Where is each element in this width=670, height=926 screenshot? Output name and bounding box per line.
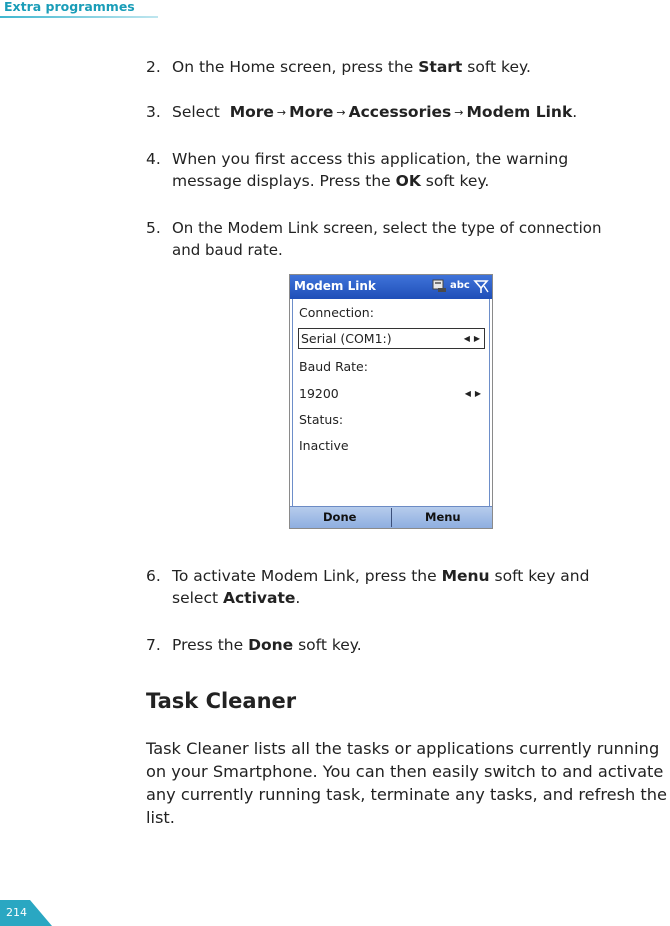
section-heading: Task Cleaner	[146, 689, 297, 713]
arrow-icon: →	[276, 106, 287, 119]
step-text: When you first access this application, the warning message displays. Press the OK soft key.	[172, 150, 569, 190]
arrow-icon: →	[454, 106, 464, 119]
done-soft-key[interactable]: Done	[323, 510, 357, 524]
step-text: On the Modem Link screen, select the type of connection and baud rate.	[172, 219, 602, 259]
step-text: On the Home screen, press the Start soft key.	[172, 58, 531, 76]
page-number-tab	[0, 894, 52, 926]
soft-key-bar	[290, 506, 492, 528]
menu-soft-key[interactable]: Menu	[425, 510, 461, 524]
chapter-title: Extra programmes	[4, 0, 135, 14]
connection-label: Connection:	[299, 305, 374, 320]
step-text: Press the Done soft key.	[172, 636, 362, 654]
left-right-arrows-icon: ◀▶	[464, 389, 485, 398]
step-number: 3.	[146, 103, 161, 121]
step-number: 6.	[146, 567, 161, 585]
left-right-arrows-icon: ◀▶	[463, 334, 484, 343]
baud-rate-value[interactable]: 19200	[299, 386, 339, 401]
connection-value: Serial (COM1:)	[301, 331, 392, 346]
menu-path-item: More	[289, 103, 334, 121]
section-paragraph: Task Cleaner lists all the tasks or applications currently running on your Smartphone. You can then easily switch to and activate any currently running task, terminate any tasks, and refresh the list.	[146, 739, 667, 827]
phone-title-bar	[290, 275, 492, 299]
abc-input-mode-icon: abc	[450, 280, 470, 291]
menu-path-item: Accessories	[348, 103, 452, 121]
step-number: 7.	[146, 636, 161, 654]
page-number: 214	[6, 906, 27, 919]
menu-path-item: More	[229, 103, 274, 121]
status-label: Status:	[299, 412, 344, 427]
running-header	[0, 0, 670, 16]
soft-key-divider	[391, 508, 392, 527]
phone-screen-title: Modem Link	[294, 279, 376, 293]
step-number: 5.	[146, 219, 161, 237]
header-rule	[0, 16, 158, 18]
step-text: Select More → More → Accessories → Modem Link.	[172, 103, 578, 121]
menu-path-item: Modem Link	[466, 103, 573, 121]
step-number: 4.	[146, 150, 161, 168]
step-text: To activate Modem Link, press the Menu soft key and select Activate.	[172, 567, 590, 607]
step-number: 2.	[146, 58, 161, 76]
phone-content	[292, 299, 490, 507]
connection-select[interactable]	[298, 328, 485, 349]
antenna-icon	[473, 278, 489, 298]
baud-rate-label: Baud Rate:	[299, 359, 368, 374]
phone-screenshot	[289, 274, 493, 529]
phone-signal-icon	[432, 278, 448, 298]
status-value: Inactive	[299, 438, 349, 453]
arrow-icon: →	[336, 106, 346, 119]
